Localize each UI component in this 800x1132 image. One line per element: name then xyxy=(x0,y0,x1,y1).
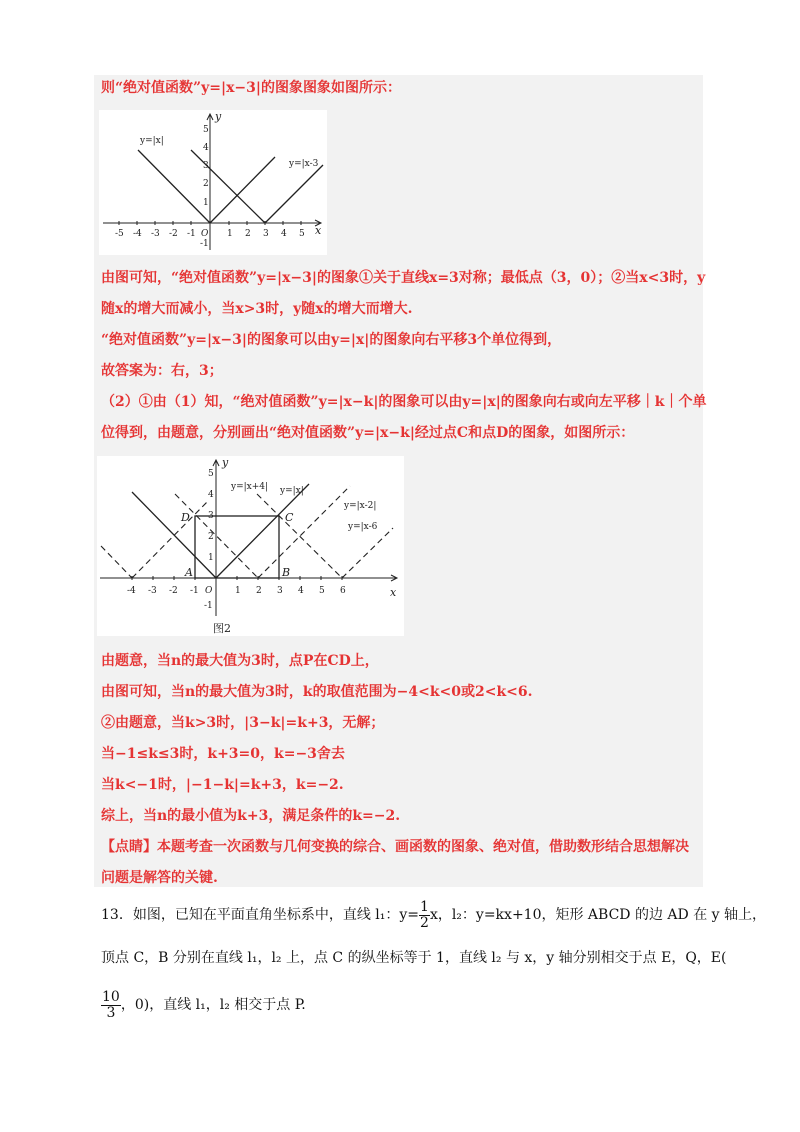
solution-line: ②由题意，当k>3时，|3−k|=k+3，无解； xyxy=(101,715,385,731)
solution-line: （2）①由（1）知，“绝对值函数”y=|x−k|的图象可以由y=|x|的图象向右或向左平移｜k｜个单 xyxy=(101,394,707,410)
problem-number: 13． xyxy=(101,907,133,923)
x-tick: 1 xyxy=(227,229,233,239)
problem-13-line-1: 13．如图，已知在平面直角坐标系中，直线 l₁：y= $\frac{1}{2}$ x，l₂：y=kx+10，矩形 ABCD 的边 AD 在 y 轴上， xyxy=(101,898,767,931)
x-tick: 4 xyxy=(298,586,304,596)
solution-line: 故答案为：右，3； xyxy=(101,363,223,379)
y-tick: 3 xyxy=(208,511,214,521)
x-tick: 5 xyxy=(299,229,305,239)
solution-line: 当k<−1时，|−1−k|=k+3，k=−2. xyxy=(101,777,344,793)
y-axis-label: y xyxy=(215,110,222,123)
x-tick: 3 xyxy=(263,229,269,239)
x-tick: 2 xyxy=(256,586,262,596)
x-tick: -3 xyxy=(151,229,160,239)
x-tick: -1 xyxy=(187,229,196,239)
curve-label: y=|x-6 xyxy=(348,522,378,532)
x-tick: 4 xyxy=(281,229,287,239)
figure-2-graph xyxy=(97,456,404,636)
y-tick: 3 xyxy=(203,161,209,171)
x-tick: -5 xyxy=(115,229,124,239)
problem-13-line-3: $\frac{10}{3}$ ，0)，直线 l₁，l₂ 相交于点 P. xyxy=(102,988,306,1021)
x-tick: 3 xyxy=(277,586,283,596)
x-tick: 1 xyxy=(235,586,241,596)
solution-line: 位得到，由题意，分别画出“绝对值函数”y=|x−k|经过点C和点D的图象，如图所示： xyxy=(101,425,635,441)
y-tick: 5 xyxy=(208,469,214,479)
solution-line: 由图可知，“绝对值函数”y=|x−3|的图象①关于直线x=3对称；最低点（3，0）；②当x<3时，y xyxy=(101,270,706,286)
curve-label: y=|x-3 xyxy=(289,159,319,169)
solution-line: 综上，当n的最小值为k+3，满足条件的k=−2. xyxy=(101,808,401,824)
curve-label: y=|x| xyxy=(280,486,304,496)
origin-label: O xyxy=(205,586,213,596)
y-tick: 4 xyxy=(208,490,214,500)
y-tick: 1 xyxy=(203,198,209,208)
figure-1-graph xyxy=(99,110,327,255)
solution-line: 由图可知，当n的最大值为3时，k的取值范围为−4<k<0或2<k<6. xyxy=(101,684,533,700)
curve-label: y=|x+4| xyxy=(231,482,269,492)
x-tick: -2 xyxy=(169,229,178,239)
fraction-one-half: $\frac{1}{2}$ xyxy=(420,898,429,931)
fraction-ten-thirds: $\frac{10}{3}$ xyxy=(102,988,120,1021)
solution-line: 当−1≤k≤3时，k+3=0，k=−3舍去 xyxy=(101,746,345,762)
y-tick: 2 xyxy=(208,532,214,542)
curve-label: y=|x-2| xyxy=(344,501,377,511)
x-axis-label: x xyxy=(315,224,322,237)
x-tick: 5 xyxy=(319,586,325,596)
y-tick: -1 xyxy=(200,239,209,249)
point-label: C xyxy=(285,511,294,524)
y-tick: 1 xyxy=(208,553,214,563)
comment-line: 【点睛】本题考查一次函数与几何变换的综合、画函数的图象、绝对值，借助数形结合思想解决 xyxy=(101,839,689,855)
y-tick: 2 xyxy=(203,179,209,189)
y-axis-label: y xyxy=(222,456,229,469)
point-label: A xyxy=(185,566,193,579)
y-tick: 4 xyxy=(203,143,209,153)
solution-line: 随x的增大而减小，当x>3时，y随x的增大而增大. xyxy=(101,301,413,317)
x-axis-label: x xyxy=(390,586,397,599)
x-tick: -4 xyxy=(127,586,136,596)
x-tick: -4 xyxy=(133,229,142,239)
problem-13-line-2: 顶点 C，B 分别在直线 l₁，l₂ 上，点 C 的纵坐标等于 1，直线 l₂ 与 x，y 轴分别相交于点 E，Q，E( xyxy=(101,950,727,966)
solution-line: “绝对值函数”y=|x−3|的图象可以由y=|x|的图象向右平移3个单位得到， xyxy=(101,332,562,348)
curve-label: y=|x| xyxy=(140,136,164,146)
solution-line: 由题意，当n的最大值为3时，点P在CD上， xyxy=(101,653,379,669)
x-tick: -1 xyxy=(190,586,199,596)
y-tick: 5 xyxy=(203,125,209,135)
x-tick: 2 xyxy=(245,229,251,239)
comment-line: 问题是解答的关键. xyxy=(101,870,218,886)
x-tick: -2 xyxy=(169,586,178,596)
point-label: D xyxy=(181,511,190,524)
origin-label: O xyxy=(201,229,209,239)
solution-line: 则“绝对值函数”y=|x−3|的图象图象如图所示： xyxy=(101,80,401,96)
x-tick: -3 xyxy=(148,586,157,596)
y-tick: -1 xyxy=(204,601,213,611)
figure-caption: 图2 xyxy=(213,622,231,635)
point-label: B xyxy=(282,566,291,579)
x-tick: 6 xyxy=(340,586,346,596)
